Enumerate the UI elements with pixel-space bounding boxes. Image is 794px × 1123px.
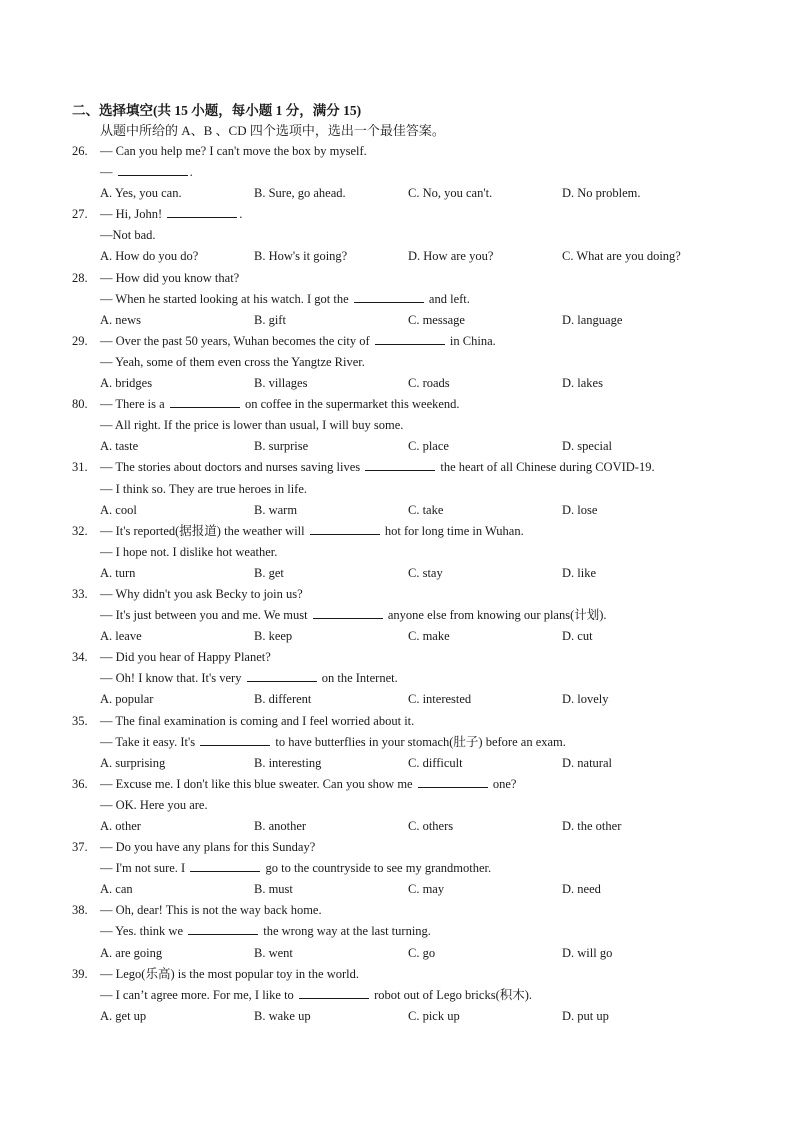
answer-option: D. the other xyxy=(562,819,622,833)
answer-blank xyxy=(167,205,237,218)
answer-option: A. get up xyxy=(100,1008,147,1023)
text-segment: — The stories about doctors and nurses saving lives xyxy=(100,460,364,475)
answer-option: B. warm xyxy=(254,502,298,517)
answer-option: D. lose xyxy=(562,502,598,517)
answer-option: A. cool xyxy=(100,502,137,517)
options-row xyxy=(72,1006,732,1027)
question-line xyxy=(72,985,732,1006)
answer-blank xyxy=(299,986,369,999)
section-instruction: 从题中所给的 A、B 、CD 四个选项中，选出一个最佳答案。 xyxy=(100,123,445,138)
text-segment: — All right. If the price is lower than usual, I will buy some. xyxy=(100,418,404,433)
text-segment: — Oh, dear! This is not the way back home. xyxy=(100,903,322,918)
question-text xyxy=(100,900,322,921)
answer-option: A. bridges xyxy=(100,376,153,391)
question-line xyxy=(72,668,732,689)
question-text xyxy=(100,584,303,605)
text-segment: . xyxy=(239,207,243,222)
answer-option: A. other xyxy=(100,819,141,833)
question-item xyxy=(72,204,732,267)
text-segment: — It's just between you and me. We must xyxy=(100,608,311,623)
answer-option: A. How do you do? xyxy=(100,249,199,264)
question-number: 34. xyxy=(72,650,88,665)
question-line xyxy=(72,415,732,436)
answer-blank xyxy=(310,522,380,535)
text-segment: — I think so. They are true heroes in life. xyxy=(100,481,308,496)
question-item xyxy=(72,900,732,963)
question-text xyxy=(100,225,156,246)
answer-option: C. take xyxy=(408,502,444,517)
options-row xyxy=(72,816,732,837)
text-segment: anyone else from knowing our plans(计划). xyxy=(384,608,607,623)
options-row xyxy=(72,563,732,584)
text-segment: the heart of all Chinese during COVID-19. xyxy=(437,460,655,475)
text-segment: go to the countryside to see my grandmother. xyxy=(262,861,492,876)
answer-blank xyxy=(375,332,445,345)
text-segment: the wrong way at the last turning. xyxy=(260,924,431,939)
options-row xyxy=(72,310,732,331)
question-line xyxy=(72,268,732,289)
text-segment: — Did you hear of Happy Planet? xyxy=(100,650,271,665)
question-text xyxy=(100,479,307,500)
text-segment: one? xyxy=(489,776,517,791)
answer-blank xyxy=(188,922,258,935)
text-segment: — Why didn't you ask Becky to join us? xyxy=(100,586,303,601)
question-item xyxy=(72,457,732,520)
question-list xyxy=(72,141,732,1027)
question-line xyxy=(72,162,732,183)
answer-option: A. are going xyxy=(100,945,163,960)
question-text xyxy=(100,331,496,352)
question-line xyxy=(72,584,732,605)
question-text xyxy=(100,732,566,753)
answer-option: B. different xyxy=(254,692,312,707)
question-text xyxy=(100,605,607,626)
answer-blank xyxy=(190,859,260,872)
text-segment: — The final examination is coming and I feel worried about it. xyxy=(100,713,415,728)
question-text xyxy=(100,141,367,162)
question-text xyxy=(100,352,365,373)
question-number: 80. xyxy=(72,397,88,412)
question-line xyxy=(72,479,732,500)
question-text xyxy=(100,394,460,415)
question-item xyxy=(72,837,732,900)
answer-option: B. get xyxy=(254,565,284,580)
question-line xyxy=(72,964,732,985)
answer-option: D. lovely xyxy=(562,692,609,707)
text-segment: — How did you know that? xyxy=(100,270,240,285)
answer-option: B. Sure, go ahead. xyxy=(254,186,346,201)
text-segment: — Yes. think we xyxy=(100,924,187,939)
question-item xyxy=(72,394,732,457)
question-item xyxy=(72,774,732,837)
text-segment: . xyxy=(189,165,193,180)
question-number: 39. xyxy=(72,966,88,981)
options-row xyxy=(72,879,732,900)
question-text xyxy=(100,837,315,858)
question-text xyxy=(100,774,516,795)
answer-option: B. interesting xyxy=(254,755,322,770)
answer-option: A. leave xyxy=(100,629,142,644)
question-line xyxy=(72,711,732,732)
question-text xyxy=(100,964,359,985)
question-text xyxy=(100,415,403,436)
answer-option: D. cut xyxy=(562,629,593,644)
text-segment: — Excuse me. I don't like this blue sweater. Can you show me xyxy=(100,776,416,791)
question-text xyxy=(100,647,271,668)
answer-option: D. need xyxy=(562,882,601,897)
question-line xyxy=(72,837,732,858)
text-segment: — I'm not sure. I xyxy=(100,861,189,876)
answer-option: A. surprising xyxy=(100,755,166,770)
answer-option: D. natural xyxy=(562,755,612,770)
text-segment: — Yeah, some of them even cross the Yangtze River. xyxy=(100,354,365,369)
answer-option: D. How are you? xyxy=(408,249,494,264)
options-row xyxy=(72,500,732,521)
question-text xyxy=(100,521,524,542)
answer-option: C. pick up xyxy=(408,1008,460,1023)
answer-option: A. news xyxy=(100,312,141,327)
text-segment: — I can’t agree more. For me, I like to xyxy=(100,987,297,1002)
text-segment: robot out of Lego bricks(积木). xyxy=(370,987,533,1002)
question-text xyxy=(100,858,491,879)
question-text xyxy=(100,204,242,225)
question-text xyxy=(100,668,398,689)
answer-blank xyxy=(313,606,383,619)
question-line xyxy=(72,331,732,352)
answer-option: C. go xyxy=(408,945,436,960)
question-line xyxy=(72,774,732,795)
answer-option: B. gift xyxy=(254,312,286,327)
options-row xyxy=(72,689,732,710)
question-line xyxy=(72,795,732,816)
question-item xyxy=(72,647,732,710)
text-segment: —Not bad. xyxy=(100,228,156,243)
question-line xyxy=(72,605,732,626)
text-segment: — I hope not. I dislike hot weather. xyxy=(100,544,278,559)
answer-option: B. keep xyxy=(254,629,293,644)
section-title: 二、选择填空(共 15 小题，每小题 1 分，满分 15) xyxy=(72,103,362,118)
question-text xyxy=(100,268,239,289)
question-number: 29. xyxy=(72,333,88,348)
question-text xyxy=(100,921,431,942)
question-line xyxy=(72,858,732,879)
answer-option: A. Yes, you can. xyxy=(100,186,182,201)
answer-option: C. message xyxy=(408,312,465,327)
answer-blank xyxy=(247,669,317,682)
question-text xyxy=(100,162,193,183)
options-row xyxy=(72,246,732,267)
options-row xyxy=(72,626,732,647)
text-segment: — xyxy=(100,165,116,180)
answer-option: C. place xyxy=(408,439,449,454)
question-text xyxy=(100,711,414,732)
question-text xyxy=(100,289,470,310)
question-line xyxy=(72,457,732,478)
question-line xyxy=(72,394,732,415)
answer-option: A. turn xyxy=(100,565,136,580)
answer-option: D. lakes xyxy=(562,376,603,391)
question-line xyxy=(72,225,732,246)
answer-option: D. special xyxy=(562,439,612,454)
text-segment: on coffee in the supermarket this weekend. xyxy=(241,397,460,412)
question-item xyxy=(72,268,732,331)
text-segment: — Do you have any plans for this Sunday? xyxy=(100,840,316,855)
question-line xyxy=(72,521,732,542)
answer-option: B. surprise xyxy=(254,439,309,454)
answer-option: B. another xyxy=(254,819,307,833)
answer-option: A. popular xyxy=(100,692,154,707)
text-segment: — Can you help me? I can't move the box by myself. xyxy=(100,144,367,158)
text-segment: — Hi, John! xyxy=(100,207,166,222)
answer-option: A. taste xyxy=(100,439,139,454)
text-segment: and left. xyxy=(425,291,470,306)
text-segment: — Lego(乐高) is the most popular toy in the world. xyxy=(100,966,359,981)
question-item xyxy=(72,141,732,204)
answer-option: B. villages xyxy=(254,376,308,391)
answer-option: C. make xyxy=(408,629,450,644)
question-line xyxy=(72,921,732,942)
answer-option: B. went xyxy=(254,945,293,960)
text-segment: — Over the past 50 years, Wuhan becomes the city of xyxy=(100,333,373,348)
question-line xyxy=(72,542,732,563)
question-number: 37. xyxy=(72,840,88,855)
question-line xyxy=(72,352,732,373)
answer-option: D. language xyxy=(562,312,623,327)
question-line xyxy=(72,900,732,921)
answer-blank xyxy=(118,163,188,176)
answer-option: D. No problem. xyxy=(562,186,641,201)
question-item xyxy=(72,711,732,774)
question-line xyxy=(72,141,732,162)
answer-option: C. What are you doing? xyxy=(562,249,681,264)
text-segment: — There is a xyxy=(100,397,168,412)
answer-blank xyxy=(170,395,240,408)
question-line xyxy=(72,647,732,668)
question-line xyxy=(72,732,732,753)
text-segment: in China. xyxy=(446,333,496,348)
question-number: 28. xyxy=(72,270,88,285)
question-item xyxy=(72,521,732,584)
answer-option: C. interested xyxy=(408,692,472,707)
question-number: 31. xyxy=(72,460,88,475)
question-item xyxy=(72,584,732,647)
options-row xyxy=(72,436,732,457)
question-line xyxy=(72,289,732,310)
answer-blank xyxy=(354,290,424,303)
options-row xyxy=(72,753,732,774)
text-segment: — Oh! I know that. It's very xyxy=(100,671,245,686)
options-row xyxy=(72,373,732,394)
question-item xyxy=(72,331,732,394)
answer-option: B. must xyxy=(254,882,293,897)
question-text xyxy=(100,542,277,563)
answer-blank xyxy=(418,775,488,788)
answer-option: C. stay xyxy=(408,565,443,580)
answer-option: C. may xyxy=(408,882,445,897)
question-number: 38. xyxy=(72,903,88,918)
answer-option: C. others xyxy=(408,819,454,833)
answer-blank xyxy=(200,733,270,746)
text-segment: — Take it easy. It's xyxy=(100,734,199,749)
question-item xyxy=(72,964,732,1027)
text-segment: hot for long time in Wuhan. xyxy=(381,523,524,538)
answer-option: B. wake up xyxy=(254,1008,311,1023)
answer-option: D. like xyxy=(562,565,597,580)
text-segment: on the Internet. xyxy=(318,671,398,686)
question-number: 32. xyxy=(72,523,88,538)
question-line xyxy=(72,204,732,225)
question-number: 26. xyxy=(72,144,88,158)
answer-option: D. put up xyxy=(562,1008,609,1023)
text-segment: — OK. Here you are. xyxy=(100,797,208,812)
options-row xyxy=(72,943,732,964)
text-segment: — It's reported(据报道) the weather will xyxy=(100,523,308,538)
answer-blank xyxy=(365,458,435,471)
question-text xyxy=(100,985,532,1006)
question-text xyxy=(100,795,208,816)
answer-option: C. roads xyxy=(408,376,450,391)
question-text xyxy=(100,457,655,478)
answer-option: C. difficult xyxy=(408,755,463,770)
text-segment: to have butterflies in your stomach(肚子) before an exam. xyxy=(272,734,566,749)
question-number: 35. xyxy=(72,713,88,728)
question-number: 36. xyxy=(72,776,88,791)
answer-option: D. will go xyxy=(562,945,613,960)
text-segment: — When he started looking at his watch. I got the xyxy=(100,291,352,306)
question-number: 33. xyxy=(72,586,88,601)
answer-option: B. How's it going? xyxy=(254,249,348,264)
answer-option: C. No, you can't. xyxy=(408,186,493,201)
options-row xyxy=(72,183,732,204)
answer-option: A. can xyxy=(100,882,133,897)
question-number: 27. xyxy=(72,207,88,222)
